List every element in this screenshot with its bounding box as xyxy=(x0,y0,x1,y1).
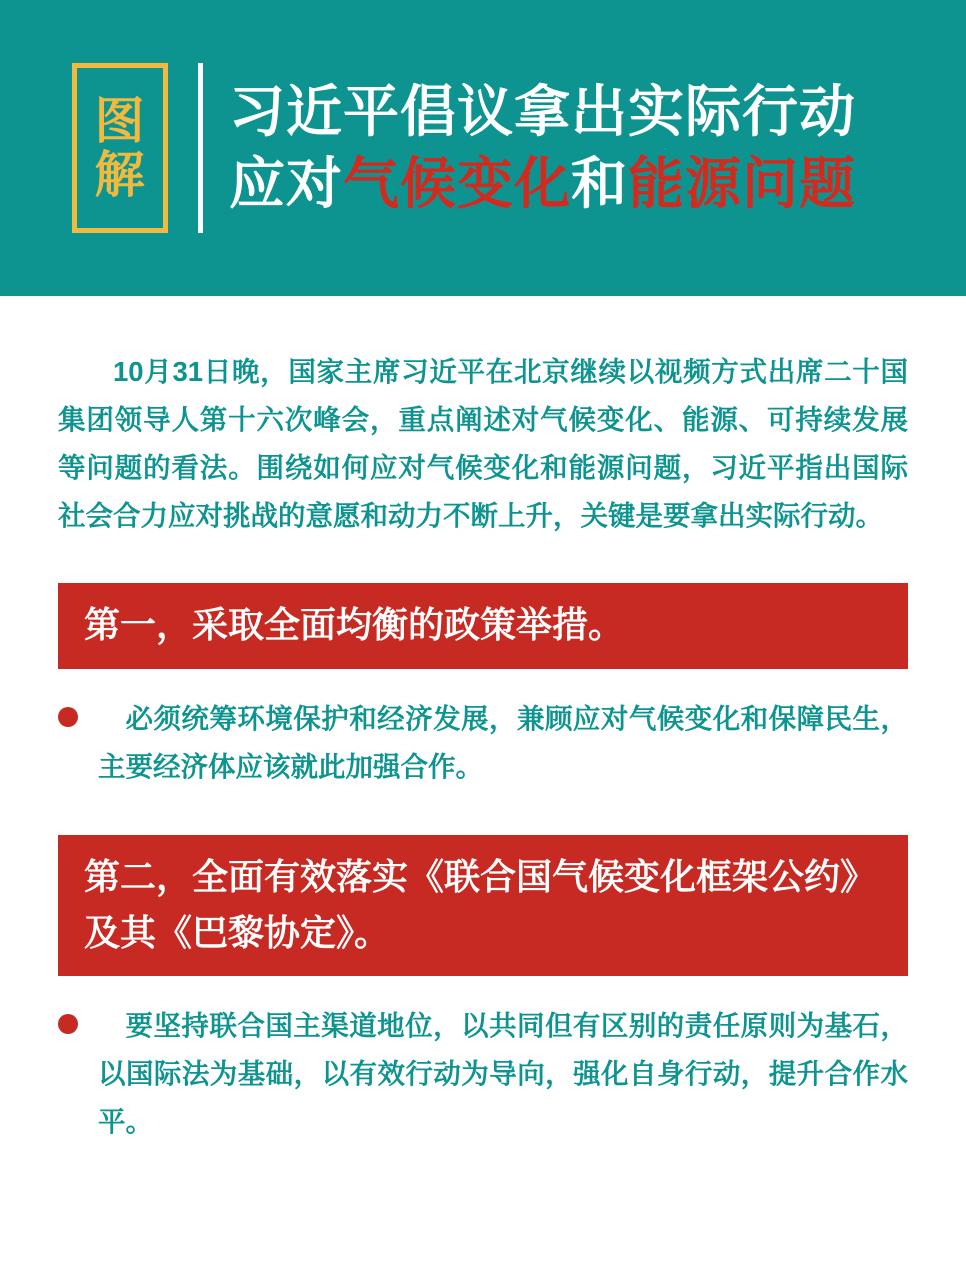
intro-paragraph: 10月31日晚，国家主席习近平在北京继续以视频方式出席二十国集团领导人第十六次峰会，重点阐述对气候变化、能源、可持续发展等问题的看法。围绕如何应对气候变化和能源问题，习近平指出国际社会合力应对挑战的意愿和动力不断上升，关键是要拿出实际行动。 xyxy=(58,356,908,531)
bullet-text-2-1: 要坚持联合国主渠道地位，以共同但有区别的责任原则为基石，以国际法为基础，以有效行动为导向，强化自身行动，提升合作水平。 xyxy=(98,1010,908,1138)
bullet-dot-icon xyxy=(58,1014,78,1034)
title-segment-plain-2: 和 xyxy=(571,152,628,215)
title-segment-accent-2: 能源问题 xyxy=(628,152,856,215)
page-title-line-2 xyxy=(229,148,856,220)
bullet-dot-icon xyxy=(58,707,78,727)
list-item xyxy=(58,1002,908,1146)
badge-char-2: 解 xyxy=(94,147,146,203)
header-divider xyxy=(198,63,203,233)
badge-char-1: 图 xyxy=(94,93,146,149)
section-heading-2: 第二，全面有效落实《联合国气候变化框架公约》及其《巴黎协定》。 xyxy=(58,835,908,977)
title-segment-accent-1: 气候变化 xyxy=(343,152,571,215)
page-title-line-1: 习近平倡议拿出实际行动 xyxy=(229,80,856,144)
header-banner xyxy=(0,0,966,296)
bullet-text-1-1: 必须统筹环境保护和经济发展，兼顾应对气候变化和保障民生，主要经济体应该就此加强合作。 xyxy=(98,703,908,783)
tujie-badge xyxy=(72,63,168,233)
section-heading-1: 第一，采取全面均衡的政策举措。 xyxy=(58,583,908,669)
list-item xyxy=(58,695,908,791)
header-title-block xyxy=(229,76,856,219)
title-segment-plain-1: 应对 xyxy=(229,152,343,215)
